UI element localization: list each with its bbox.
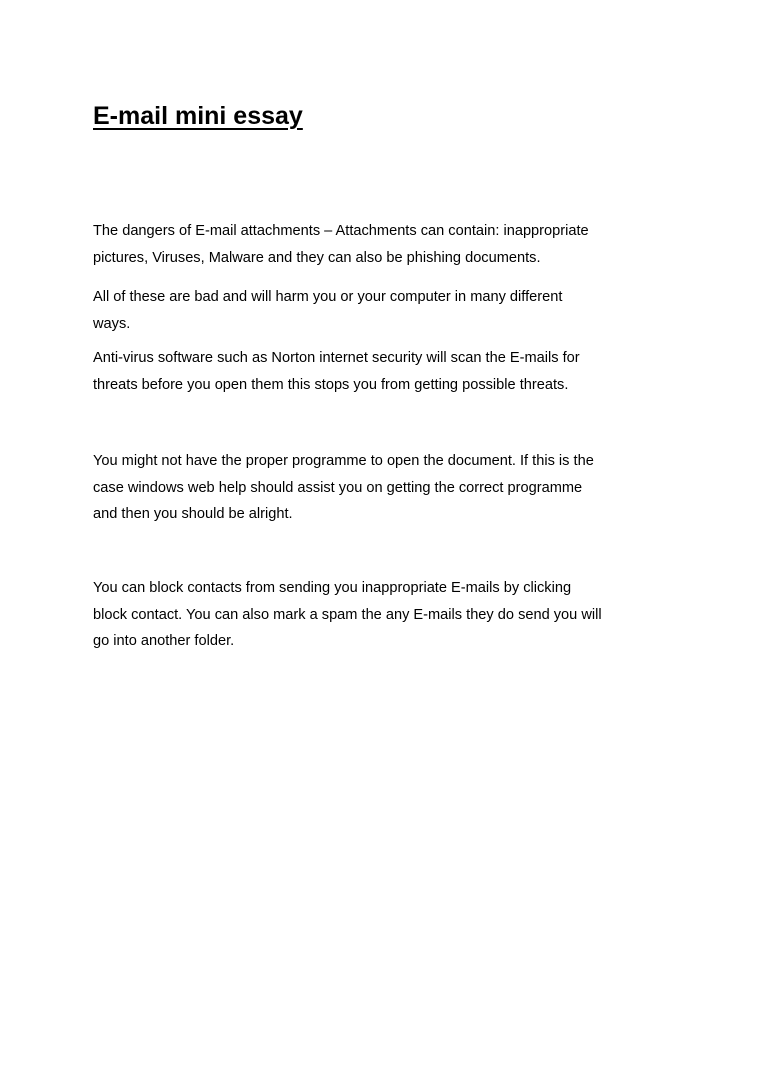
paragraph-programme (93, 448, 693, 528)
paragraph-attachment-dangers (93, 218, 693, 271)
paragraph-line: You can block contacts from sending you inappropriate E-mails by clicking (93, 580, 572, 596)
paragraph-line: Anti-virus software such as Norton internet security will scan the E-mails for (93, 350, 580, 366)
paragraph-line: You might not have the proper programme to open the document. If this is the (93, 453, 594, 469)
paragraph-line: go into another folder. (93, 633, 235, 649)
paragraph-line: block contact. You can also mark a spam the any E-mails they do send you will (93, 606, 602, 623)
paragraph-line: All of these are bad and will harm you or your computer in many different (93, 289, 563, 305)
paragraph-line: ways. (93, 315, 131, 332)
paragraph-harm (93, 284, 693, 337)
document-title: E-mail mini essay (93, 102, 303, 130)
paragraph-line: and then you should be alright. (93, 506, 293, 522)
paragraph-line: threats before you open them this stops you from getting possible threats. (93, 376, 569, 393)
paragraph-line: case windows web help should assist you on getting the correct programme (93, 479, 583, 496)
paragraph-antivirus (93, 345, 693, 398)
paragraph-block-contacts (93, 575, 693, 655)
paragraph-line: pictures, Viruses, Malware and they can also be phishing documents. (93, 249, 541, 266)
paragraph-line: The dangers of E-mail attachments – Attachments can contain: inappropriate (93, 223, 589, 239)
